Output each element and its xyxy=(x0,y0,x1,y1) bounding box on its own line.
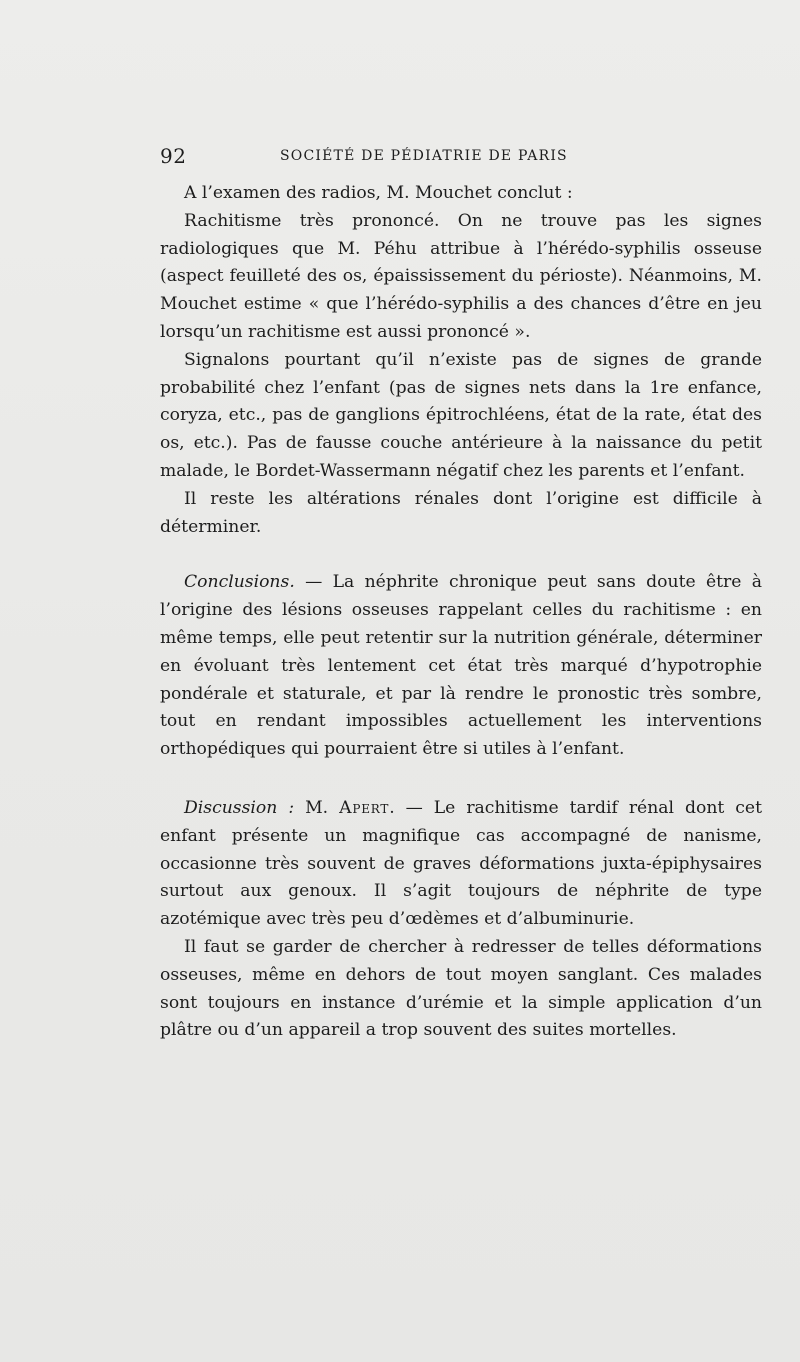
paragraph-2: Rachitisme très prononcé. On ne trouve pas les signes radiologiques que M. Péhu attribue à l’hérédo-syphilis osseuse (aspect feuilleté des os, épaississement du périoste). Néanmoins, M. Mouchet estime « que l’hérédo-syphilis a des chances d’être en jeu lorsqu’un rachitisme est aussi prononcé ». xyxy=(160,210,762,342)
body-text xyxy=(160,180,762,1045)
paragraph-discussion xyxy=(160,795,762,934)
paragraph-conclusions xyxy=(160,569,762,764)
discussion-speaker-prefix: M. xyxy=(294,797,340,818)
paragraph-4: Il reste les altérations rénales dont l’origine est difficile à déterminer. xyxy=(160,488,762,537)
discussion-label: Discussion : xyxy=(184,797,295,818)
discussion-speaker: Apert xyxy=(339,797,390,818)
paragraph-7: Il faut se garder de chercher à redresser de telles déformations osseuses, même en dehors de tout moyen sanglant. Ces malades sont toujours en instance d’urémie et la simple application d’un plâtre ou d’un appareil a trop souvent des suites mortelles. xyxy=(160,936,762,1041)
page-number: 92 xyxy=(160,144,187,168)
running-head: SOCIÉTÉ DE PÉDIATRIE DE PARIS xyxy=(280,148,568,164)
page-header xyxy=(160,143,620,169)
paragraph-spacer xyxy=(160,541,762,569)
paragraph-spacer xyxy=(160,764,762,795)
paragraph-3: Signalons pourtant qu’il n’existe pas de signes de grande probabilité chez l’enfant (pas de signes nets dans la 1re enfance, coryza, etc., pas de ganglions épitrochléens, état de la rate, état des os, etc.). Pas de fausse couche antérieure à la naissance du petit malade, le Bordet-Wassermann négatif chez les parents et l’enfant. xyxy=(160,349,762,481)
conclusions-label: Conclusions. xyxy=(184,572,295,593)
paragraph-1: A l’examen des radios, M. Mouchet conclut : xyxy=(184,183,573,203)
conclusions-text: — La néphrite chronique peut sans doute être à l’origine des lésions osseuses rappelant celles du rachitisme : en même temps, elle peut retentir sur la nutrition générale, déterminer en évoluant très lentement cet état très marqué d’hypotrophie pondérale et staturale, et par là rendre le pronostic très sombre, tout en rendant impossibles actuellement les interventions orthopédiques qui pourraient être si utiles à l’enfant. xyxy=(160,572,762,760)
discussion-text: . — Le rachitisme tardif rénal dont cet enfant présente un magnifique cas accompagné de nanisme, occasionne très souvent de graves déformations juxta-épiphysaires surtout aux genoux. Il s’agit toujours de néphrite de type azotémique avec très peu d’œdèmes et d’albuminurie. xyxy=(160,797,762,930)
